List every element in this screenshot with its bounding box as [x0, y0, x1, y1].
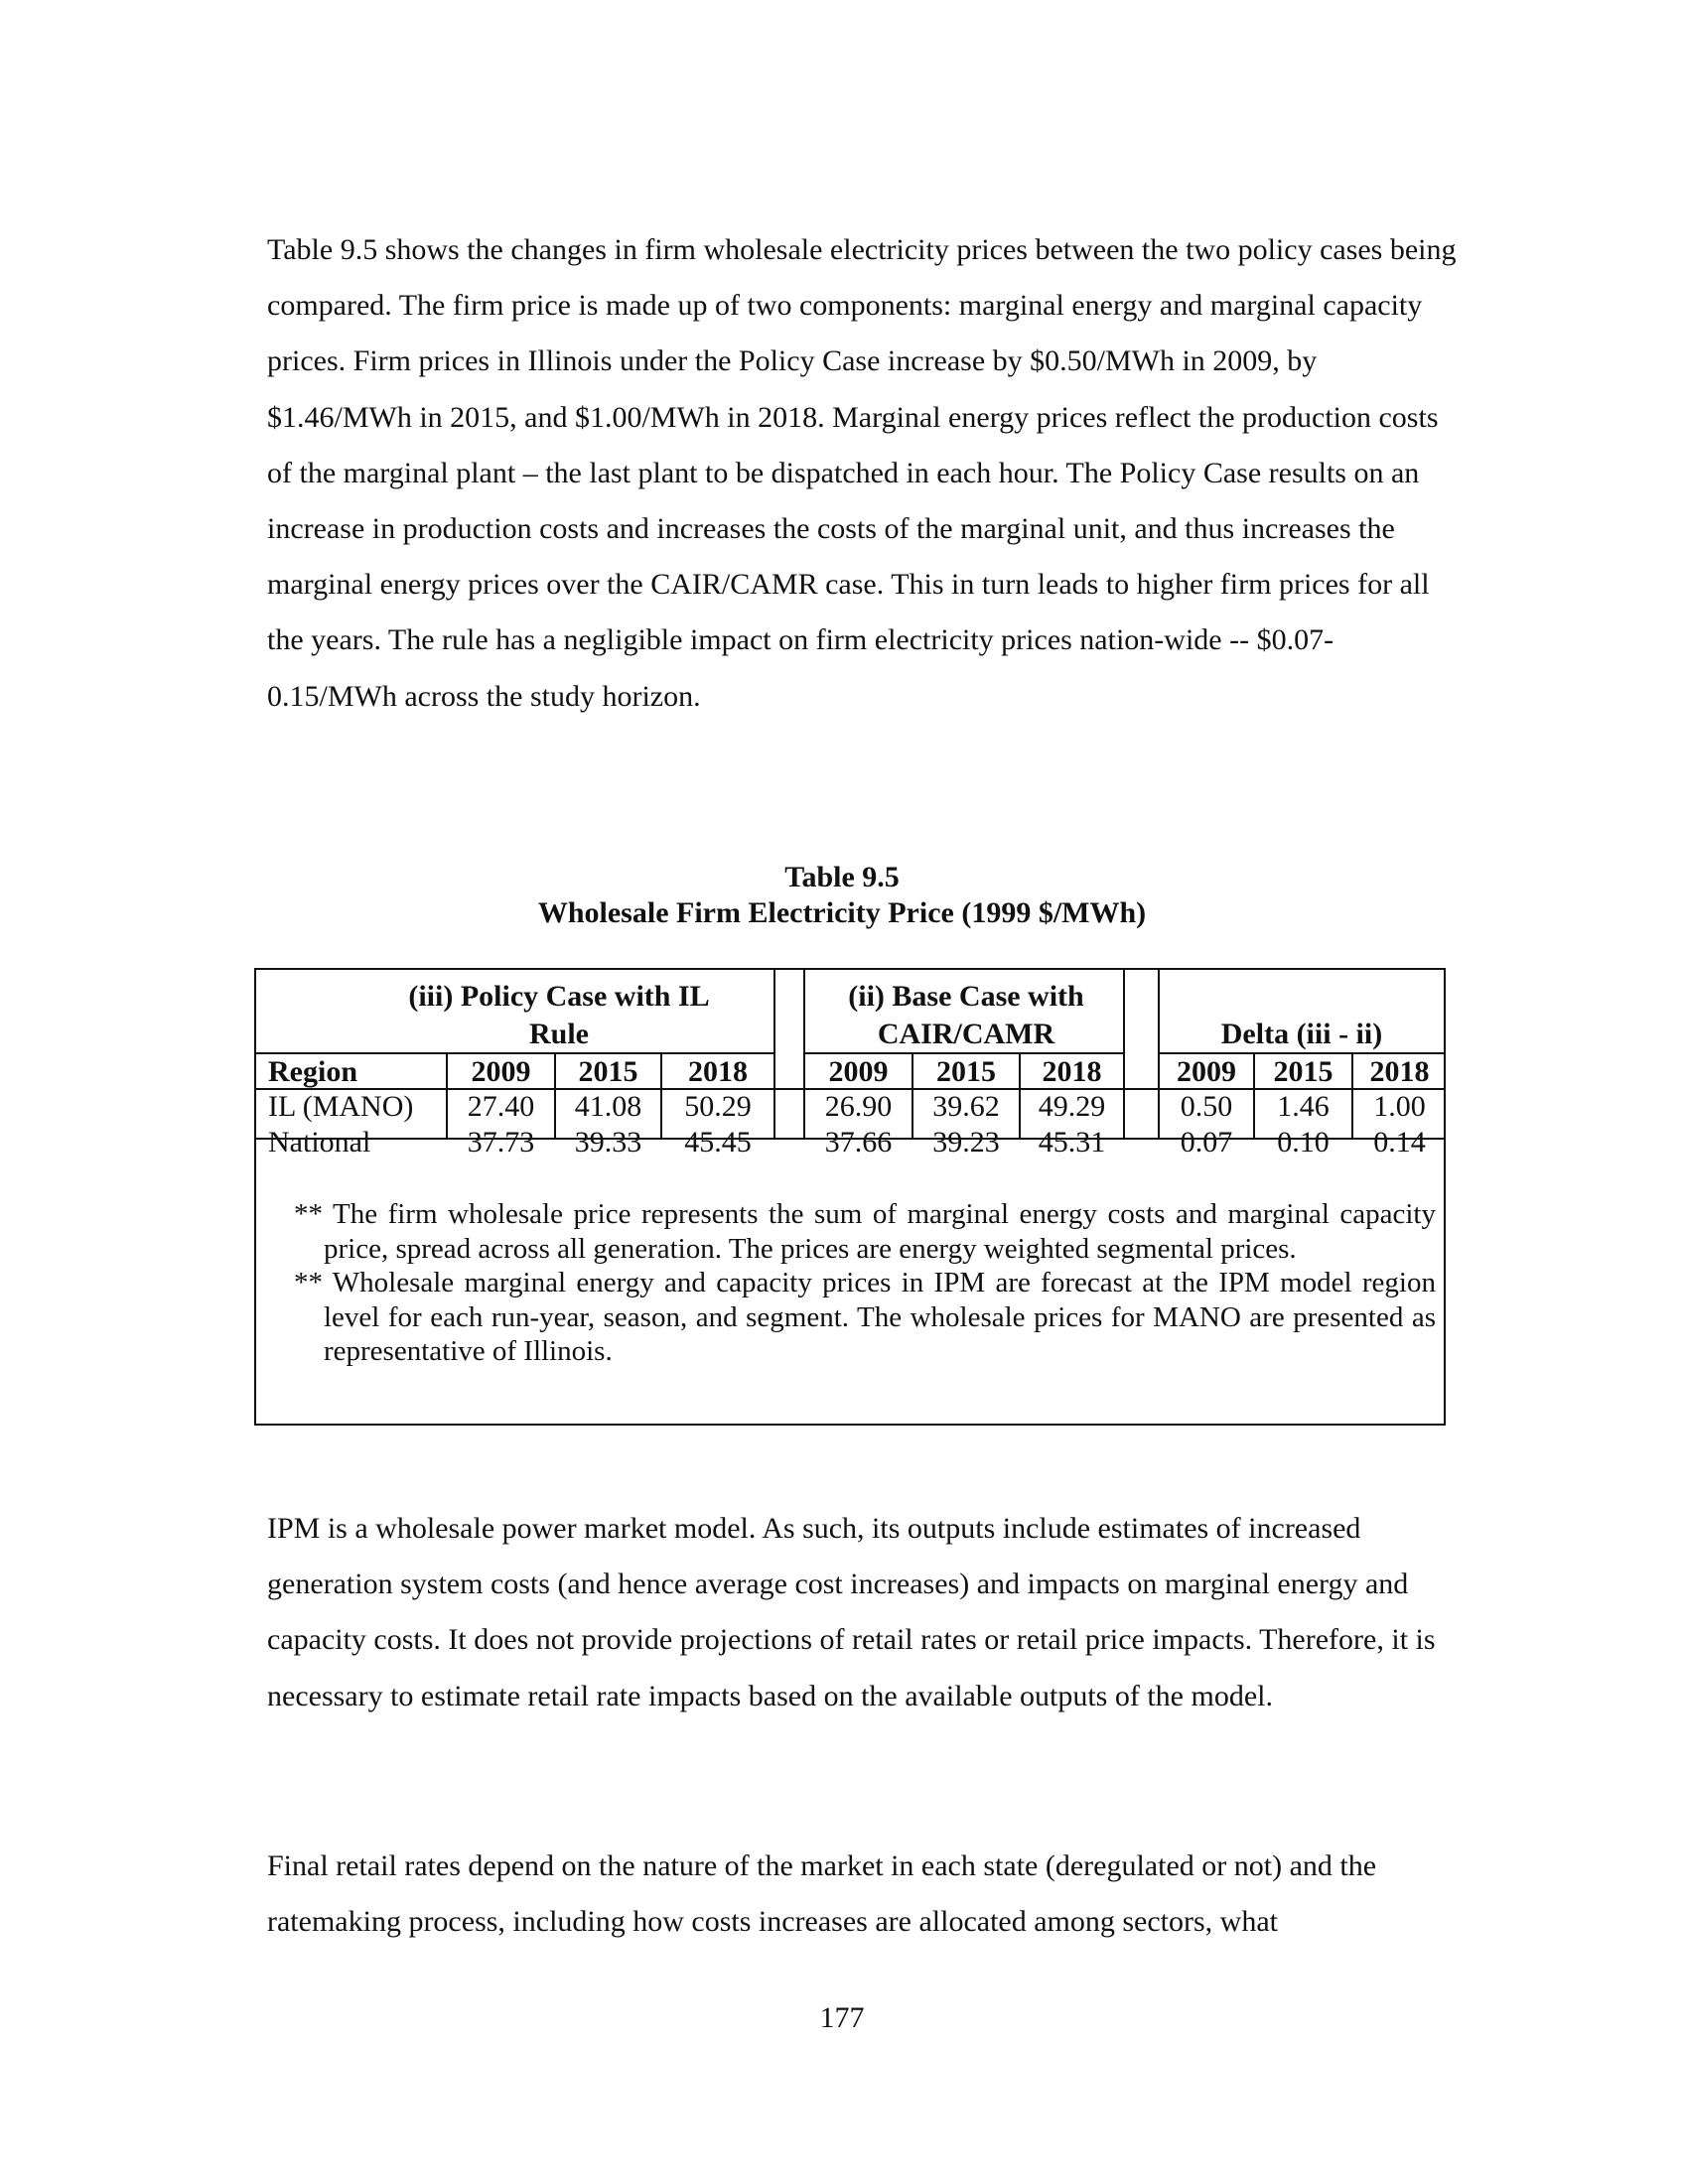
year-header: 2015	[578, 1055, 638, 1088]
year-header: 2018	[688, 1055, 748, 1088]
table-cell: 0.14	[1373, 1126, 1426, 1159]
table-cell: 0.50	[1180, 1090, 1233, 1123]
body-paragraph-1: Table 9.5 shows the changes in firm wholesale electricity prices between the two policy cases being compared. The firm price is made up of two components: marginal energy and marginal capacity prices. Firm prices in Illinois under the Policy Case increase by $0.50/MWh in 2009, by $1.46/MWh in 2015, and $1.00/MWh in 2018. Marginal energy prices reflect the production costs of the marginal plant – the last plant to be dispatched in each hour. The Policy Case results on an increase in production costs and increases the costs of the marginal unit, and thus increases the marginal energy prices over the CAIR/CAMR case. This in turn leads to higher firm prices for all the years. The rule has a negligible impact on firm electricity prices nation-wide -- $0.07-0.15/MWh across the study horizon.	[267, 233, 1457, 713]
table-cell: 27.40	[467, 1090, 535, 1123]
year-header: 2009	[471, 1055, 531, 1088]
year-header: 2018	[1369, 1055, 1430, 1088]
body-paragraph-2: IPM is a wholesale power market model. As such, its outputs include estimates of increased generation system costs (and hence average cost increases) and impacts on marginal energy and capacity costs. It does not provide projections of retail rates or retail price impacts. Therefore, it is necessary to estimate retail rate impacts based on the available outputs of the model.	[267, 1512, 1436, 1712]
table-row-region: IL (MANO)	[268, 1090, 414, 1123]
table-cell: 37.73	[467, 1126, 535, 1159]
body-paragraph-3: Final retail rates depend on the nature of the market in each state (deregulated or not) and the ratemaking process, including how costs increases are allocated among sectors, what	[267, 1849, 1377, 1939]
table-cell: 0.07	[1180, 1126, 1233, 1159]
table-note: ** Wholesale marginal energy and capacity prices in IPM are forecast at the IPM model region level for each run-year, season, and segment. The wholesale prices for MANO are presented as representative of Illinois.	[294, 1267, 1436, 1367]
table-cell: 39.33	[574, 1126, 642, 1159]
table-cell: 39.62	[932, 1090, 1000, 1123]
table-caption-title: Wholesale Firm Electricity Price (1999 $/MWh)	[537, 896, 1147, 929]
table-cell: 45.31	[1038, 1126, 1106, 1159]
table-cell: 39.23	[932, 1126, 1000, 1159]
table-cell: 1.00	[1373, 1090, 1426, 1123]
group-header-delta: Delta (iii - ii)	[1220, 1018, 1383, 1050]
table-caption-number: Table 9.5	[784, 861, 900, 893]
table-cell: 0.10	[1277, 1126, 1330, 1159]
table-cell: 45.45	[684, 1126, 752, 1159]
page-number: 177	[819, 2001, 865, 2034]
table-cell: 37.66	[824, 1126, 893, 1159]
table-cell: 41.08	[574, 1090, 642, 1123]
group-header-policy: (iii) Policy Case with IL Rule	[408, 980, 710, 1050]
group-header-base: (ii) Base Case with CAIR/CAMR	[848, 980, 1084, 1050]
year-header: 2015	[1273, 1055, 1333, 1088]
table-row-region: National	[268, 1126, 371, 1159]
table-note: ** The firm wholesale price represents the sum of marginal energy costs and marginal capacity price, spread across all generation. The prices are energy weighted segmental prices.	[294, 1198, 1436, 1265]
table-cell: 50.29	[684, 1090, 752, 1123]
region-header: Region	[268, 1055, 357, 1088]
table-cell: 26.90	[824, 1090, 893, 1123]
year-header: 2015	[936, 1055, 996, 1088]
grid-line	[773, 970, 775, 1140]
table-cell: 49.29	[1038, 1090, 1106, 1123]
year-header: 2009	[828, 1055, 889, 1088]
year-header: 2018	[1042, 1055, 1102, 1088]
table-cell: 1.46	[1277, 1090, 1330, 1123]
grid-line	[1123, 970, 1125, 1140]
table-notes	[294, 1197, 1436, 1369]
year-header: 2009	[1177, 1055, 1236, 1088]
